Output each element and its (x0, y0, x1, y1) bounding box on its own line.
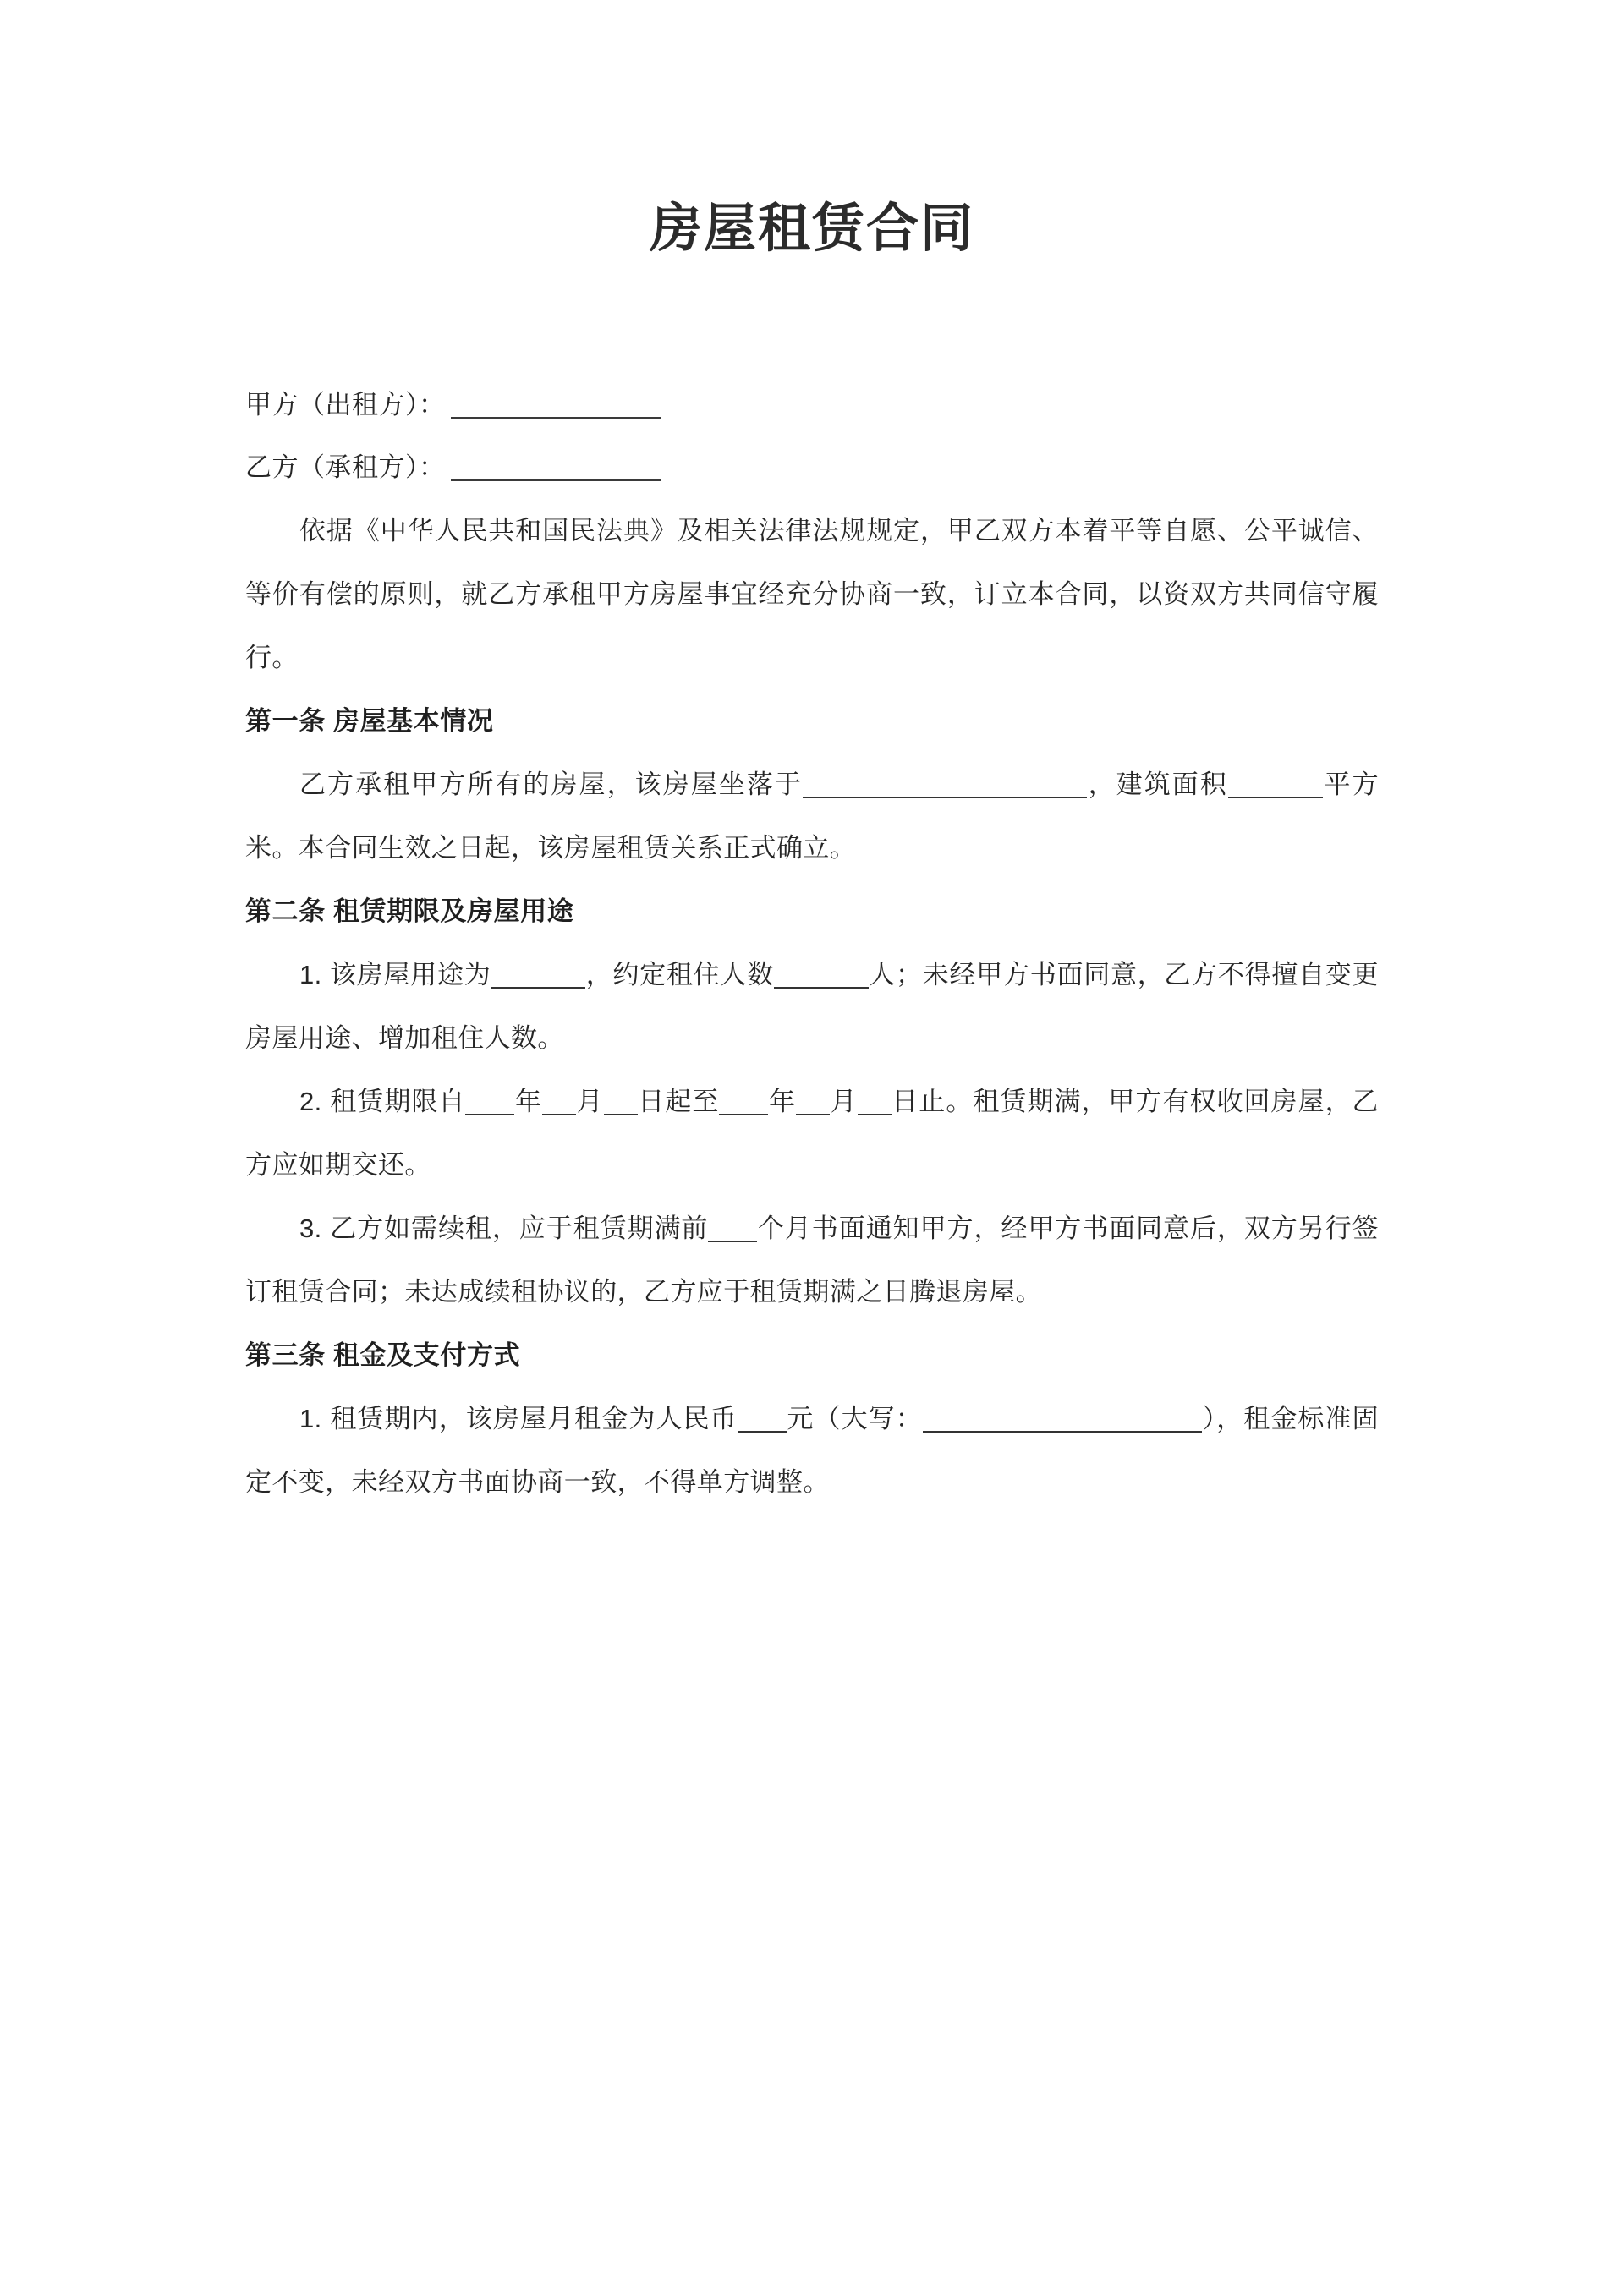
clause-2-item-3 (245, 1197, 1379, 1323)
clause-heading-2: 第二条 租赁期限及房屋用途 (245, 896, 574, 926)
blank-house-usage[interactable] (491, 963, 585, 989)
blank-end-month[interactable] (796, 1090, 830, 1115)
clause-2-item-1 (245, 943, 1379, 1070)
clause-3-item-1-b: 元（大写： (786, 1403, 923, 1433)
clause-2-item-2-number: 2. (299, 1086, 331, 1116)
blank-end-day[interactable] (858, 1090, 892, 1115)
blank-start-month[interactable] (542, 1090, 576, 1115)
clause-2-item-3-a: 乙方如需续租，应于租赁期满前 (330, 1213, 709, 1243)
clause-2-item-3-number: 3. (299, 1213, 331, 1243)
page-title: 房屋租赁合同 (649, 200, 974, 258)
clause-3-item-1-c: ），租金标准固定不变，未经双方书面协商一致，不得单方调整。 (245, 1403, 1379, 1497)
blank-property-address[interactable] (803, 773, 1087, 798)
clause-3-item-1-a: 租赁期内，该房屋月租金为人民币 (330, 1403, 738, 1433)
blank-end-year[interactable] (719, 1090, 768, 1115)
clause-3-item-1 (245, 1387, 1379, 1514)
preamble-paragraph: 依据《中华人民共和国民法典》及相关法律法规规定，甲乙双方本着平等自愿、公平诚信、等价有偿的原则，就乙方承租甲方房屋事宜经充分协商一致，订立本合同，以资双方共同信守履行。 (245, 515, 1379, 672)
title-spacer (245, 262, 1379, 374)
blank-monthly-rent-words[interactable] (923, 1407, 1202, 1433)
party-line-landlord (245, 374, 1379, 436)
clause-1-text-after: 平方米。本合同生效之日起，该房屋租赁关系正式确立。 (245, 769, 1379, 863)
clause-1-text-middle: ，建筑面积 (1086, 769, 1228, 799)
clause-2-item-1-number: 1. (299, 959, 331, 989)
blank-start-year[interactable] (465, 1090, 514, 1115)
clause-2-item-1-b: ，约定租住人数 (585, 959, 774, 989)
clause-1-item-1 (245, 753, 1379, 879)
clause-2-item-2-f: 月 (830, 1086, 858, 1116)
clause-2-item-3-b: 个月书面通知甲方，经甲方书面同意后，双方另行签订租赁合同；未达成续租协议的，乙方应于租赁期满之日腾退房屋。 (245, 1213, 1380, 1307)
clause-2-item-2 (245, 1070, 1379, 1197)
blank-renewal-notice-months[interactable] (708, 1217, 757, 1242)
blank-floor-area[interactable] (1228, 773, 1323, 798)
clause-2-item-2-b: 年 (514, 1086, 543, 1116)
party-blank-landlord[interactable] (451, 392, 661, 419)
clause-2-item-1-c: 人；未经甲方书面同意，乙方不得擅自变更房屋用途、增加租住人数。 (245, 959, 1379, 1053)
party-line-tenant (245, 436, 1379, 499)
party-blank-tenant[interactable] (451, 454, 661, 481)
blank-occupant-count[interactable] (774, 963, 869, 989)
clause-1-text-before: 乙方承租甲方所有的房屋，该房屋坐落于 (299, 769, 803, 799)
clause-heading-1: 第一条 房屋基本情况 (245, 705, 494, 736)
clause-2-item-2-e: 年 (768, 1086, 797, 1116)
party-label-tenant: 乙方（承租方）： (245, 452, 446, 482)
blank-start-day[interactable] (604, 1090, 638, 1115)
clause-2-item-2-d: 日起至 (637, 1086, 720, 1116)
clause-heading-3: 第三条 租金及支付方式 (245, 1340, 521, 1370)
party-label-landlord: 甲方（出租方）： (245, 389, 446, 419)
clause-2-item-2-c: 月 (576, 1086, 604, 1116)
blank-monthly-rent-digits[interactable] (738, 1407, 787, 1433)
clause-2-item-2-a: 租赁期限自 (330, 1086, 466, 1116)
clause-3-item-1-number: 1. (299, 1403, 331, 1433)
clause-2-item-2-g: 日止。租赁期满，甲方有权收回房屋，乙方应如期交还。 (245, 1086, 1380, 1180)
clause-2-item-1-a: 该房屋用途为 (330, 959, 491, 989)
